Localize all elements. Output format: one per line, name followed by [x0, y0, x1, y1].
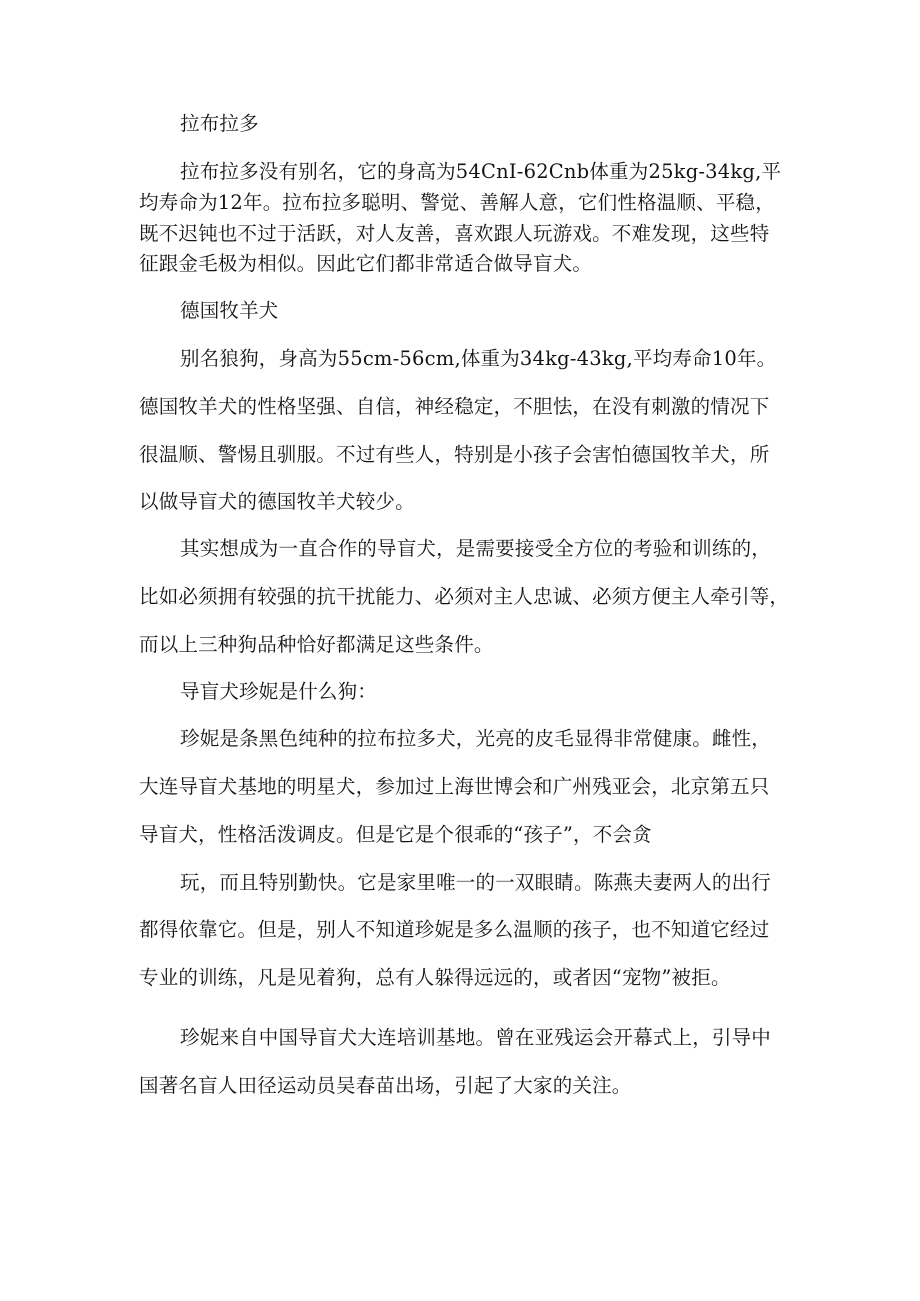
paragraph-line: 大连导盲犬基地的明星犬，参加过上海世博会和广州残亚会，北京第五只	[139, 775, 770, 798]
paragraph-line: 既不迟钝也不过于活跃，对人友善，喜欢跟人玩游戏。不难发现，这些特	[139, 222, 770, 245]
paragraph-line: 征跟金毛极为相似。因此它们都非常适合做导盲犬。	[139, 252, 593, 275]
heading-jenny: 导盲犬珍妮是什么狗：	[180, 680, 378, 703]
heading-labrador: 拉布拉多	[180, 112, 259, 135]
paragraph-line: 以做导盲犬的德国牧羊犬较少。	[139, 490, 415, 513]
paragraph-line: 别名狼狗，身高为55cm-56cm,体重为34kg-43kg,平均寿命10年。	[180, 347, 777, 370]
paragraph-line: 很温顺、警惕且驯服。不过有些人，特别是小孩子会害怕德国牧羊犬，所	[139, 443, 770, 466]
paragraph-line: 专业的训练，凡是见着狗，总有人躲得远远的，或者因“宠物”被拒。	[139, 966, 731, 989]
paragraph-line: 比如必须拥有较强的抗干扰能力、必须对主人忠诚、必须方便主人牵引等，	[139, 585, 790, 608]
paragraph-line: 其实想成为一直合作的导盲犬，是需要接受全方位的考验和训练的，	[180, 537, 772, 560]
paragraph-line: 德国牧羊犬的性格坚强、自信，神经稳定，不胆怯，在没有刺激的情况下	[139, 395, 770, 418]
paragraph-line: 珍妮是条黑色纯种的拉布拉多犬，光亮的皮毛显得非常健康。雌性，	[180, 727, 772, 750]
paragraph-line: 珍妮来自中国导盲犬大连培训基地。曾在亚残运会开幕式上，引导中	[180, 1026, 772, 1049]
paragraph-line: 玩，而且特别勤快。它是家里唯一的一双眼睛。陈燕夫妻两人的出行	[180, 871, 772, 894]
paragraph-line: 而以上三种狗品种恰好都满足这些条件。	[139, 633, 494, 656]
paragraph-line: 导盲犬，性格活泼调皮。但是它是个很乖的“孩子”，不会贪	[139, 823, 652, 846]
paragraph-line: 国著名盲人田径运动员吴春苗出场，引起了大家的关注。	[139, 1074, 632, 1097]
paragraph-line: 都得依靠它。但是，别人不知道珍妮是多么温顺的孩子，也不知道它经过	[139, 918, 770, 941]
paragraph-line: 拉布拉多没有别名，它的身高为54CnI-62Cnb体重为25kg-34kg,平	[180, 160, 782, 183]
paragraph-line: 均寿命为12年。拉布拉多聪明、警觉、善解人意，它们性格温顺、平稳，	[139, 191, 775, 214]
heading-german-shepherd: 德国牧羊犬	[180, 299, 279, 322]
